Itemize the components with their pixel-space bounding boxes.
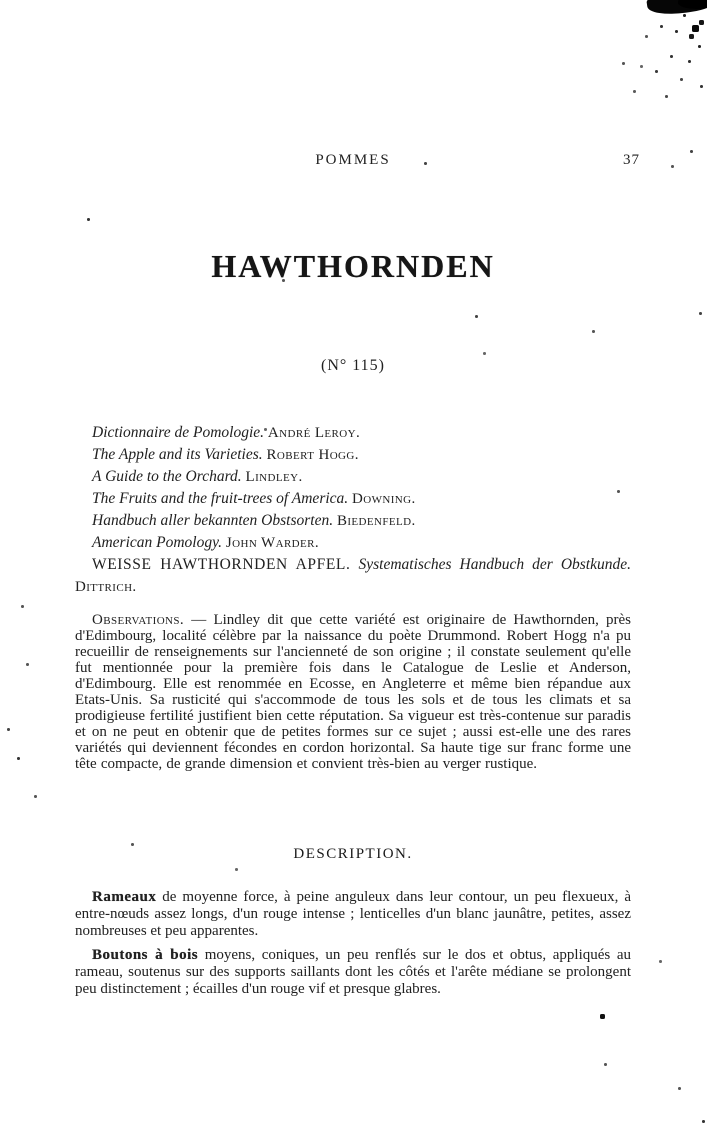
description-paragraph-boutons [75,947,631,998]
reference-author: André Leroy. [267,425,361,441]
observations-lead: Observations. [92,612,185,628]
reference-item [75,510,631,532]
reference-item [75,554,631,598]
reference-author: Robert Hogg. [266,447,359,463]
reference-title: A Guide to the Orchard. [92,468,242,485]
reference-author: Lindley. [245,469,303,485]
reference-author: John Warder. [225,535,320,551]
description-heading: DESCRIPTION. [293,846,413,862]
reference-item [75,532,631,554]
reference-item [75,488,631,510]
reference-pre: WEISSE HAWTHORNDEN APFEL. [92,556,351,573]
reference-title: Handbuch aller bekannten Obstsorten. [92,512,334,529]
reference-title: Systematisches Handbuch der Obstkunde. [358,556,631,573]
reference-title: Dictionnaire de Pomologie. [92,424,265,441]
reference-title: The Apple and its Varieties. [92,446,263,463]
reference-author: Downing. [352,491,416,507]
page-header [75,152,645,169]
description-paragraph-rameaux [75,889,631,940]
observations-dash: — [191,612,207,628]
paragraph-text-boutons: moyens, coniques, un peu renflés sur le dos et obtus, appliqués au rameau, soutenus sur des supports saillants dont les côtés et l'arête médiane se prolongent peu distinctement ; écailles d'un rouge vif et presque glabres. [75,947,632,997]
reference-list [75,422,631,598]
reference-item [75,444,631,466]
page-number: 37 [623,152,640,168]
variety-title: HAWTHORNDEN [211,248,495,284]
paragraph-text-rameaux: de moyenne force, à peine anguleux dans leur contour, un peu flexueux, à entre-nœuds assez longs, d'un rouge intense ; lenticelles d'un blanc jaunâtre, petites, assez nombreuses et peu apparentes. [75,889,631,939]
observations-text: Lindley dit que cette variété est originaire de Hawthornden, près d'Edimbourg, localité célèbre par la naissance du poète Drummond. Robert Hogg n'a pu recueillir de renseignements sur l'ancienneté de son origine ; il constate seulement qu'elle fut mentionnée pour la première fois dans le Catalogue de Leslie et Anderson, d'Edimbourg. Elle est renommée en Ecosse, en Angleterre et même bien répandue aux Etats-Unis. Sa rusticité qui s'accommode de tous les sols et de tous les climats et sa prodigieuse fertilité justifient bien cette réputation. Sa vigueur est très-contenue sur paradis et on ne peut en obtenir que de petites formes sur ce sujet ; aussi est-elle une des rares variétés qui deviennent fécondes en cordon horizontal. Sa haute tige sur franc forme une tête compacte, de grande dimension et convient très-bien au verger rustique. [75,612,632,772]
observations-paragraph [75,612,631,772]
reference-item [75,466,631,488]
scan-noise-speckles [0,0,1,1]
running-title: POMMES [315,152,391,168]
variety-number: (N° 115) [320,357,385,374]
paragraph-lead-rameaux: Rameaux [92,889,157,905]
paragraph-lead-boutons: Boutons à bois [92,947,199,963]
reference-title: American Pomology. [92,534,223,551]
reference-author: Biedenfeld. [336,513,416,529]
reference-title: The Fruits and the fruit-trees of America. [92,490,349,507]
reference-author: Dittrich. [75,579,137,595]
reference-item [75,422,631,444]
